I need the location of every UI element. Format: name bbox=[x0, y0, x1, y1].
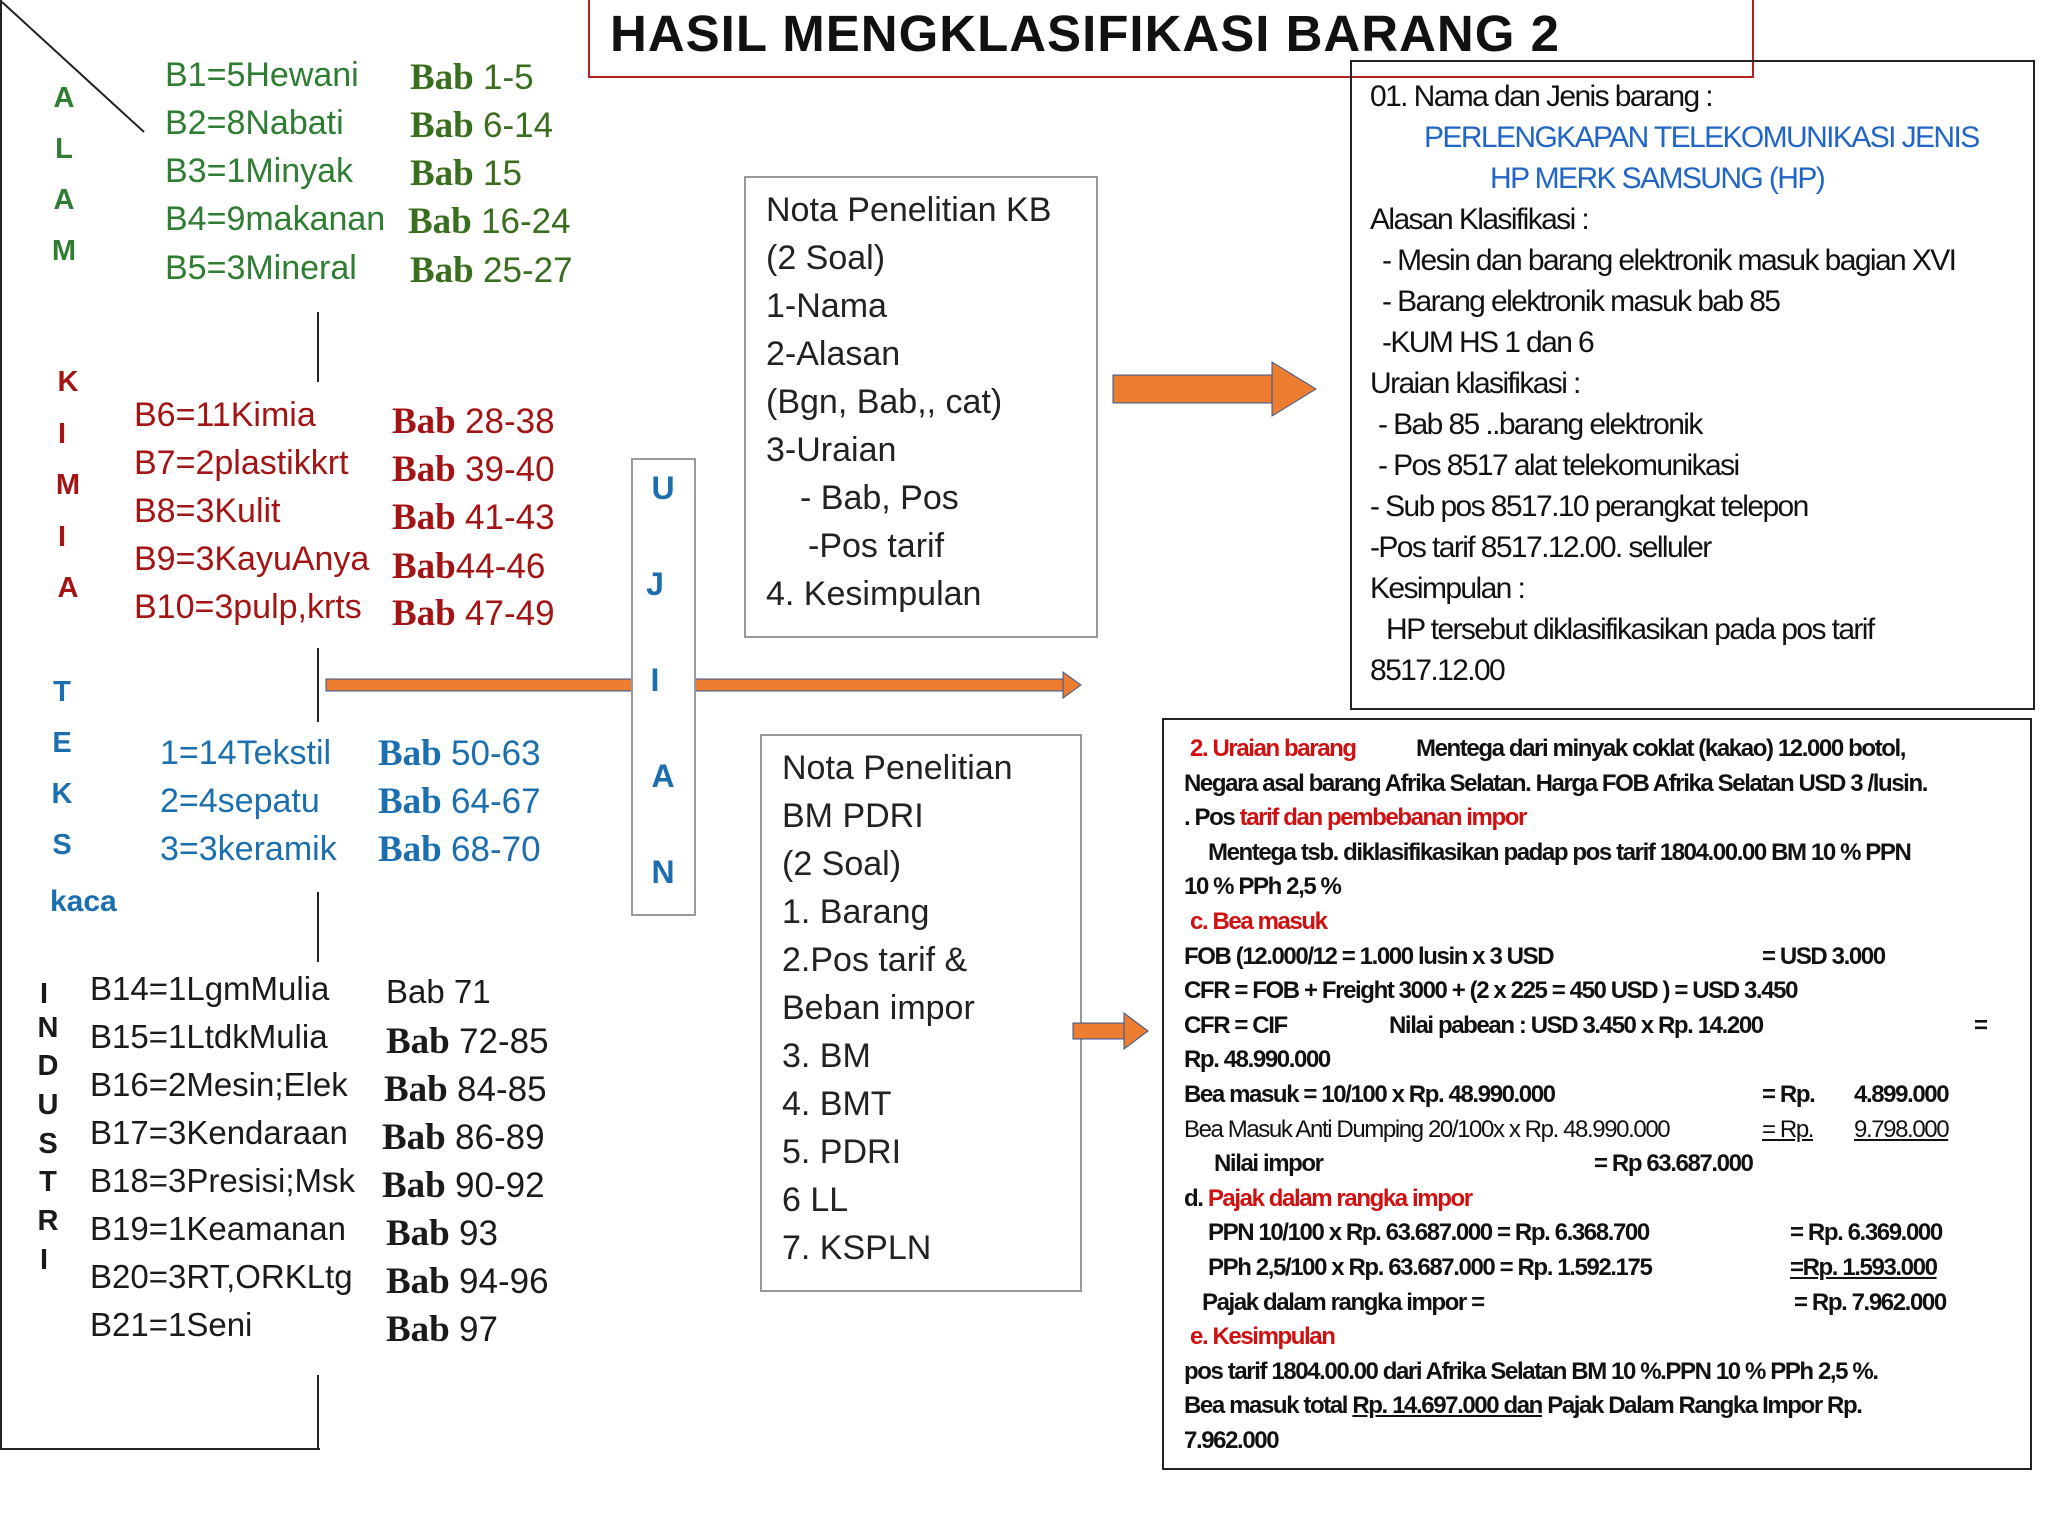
ujian-letter: I bbox=[650, 662, 660, 698]
page-title: HASIL MENGKLASIFIKASI BARANG 2 bbox=[610, 5, 1560, 62]
nota-bm-line: BM PDRI bbox=[782, 797, 924, 835]
nota-kb-line: 3-Uraian bbox=[766, 431, 897, 469]
res2-row: Rp. 48.990.000 bbox=[1184, 1046, 1330, 1074]
res2-row: Nilai impor = Rp 63.687.000 bbox=[1214, 1150, 1753, 1178]
nota-kb-line: 2-Alasan bbox=[766, 335, 901, 373]
separator-line-4 bbox=[317, 1375, 319, 1450]
res1-line: PERLENGKAPAN TELEKOMUNIKASI JENIS bbox=[1424, 121, 1979, 154]
nota-bm-line: (2 Soal) bbox=[782, 845, 902, 883]
industri-group-label: B16=2Mesin;Elek bbox=[90, 1066, 348, 1103]
res2-row: FOB (12.000/12 = 1.000 lusin x 3 USD = USD 3.000 bbox=[1184, 942, 1885, 970]
alam-group-label: B3=1Minyak bbox=[165, 152, 354, 190]
teks-bab: Bab 68-70 bbox=[378, 829, 541, 870]
alam-bab: Bab 15 bbox=[410, 153, 522, 194]
kimia-group-label: B7=2plastikkrt bbox=[134, 444, 349, 482]
nota-kb-line: (2 Soal) bbox=[766, 239, 886, 277]
kimia-letter: I bbox=[57, 521, 67, 553]
teks-bab: Bab 50-63 bbox=[378, 733, 541, 774]
alam-group-label: B5=3Mineral bbox=[165, 249, 357, 287]
teks-letter: K bbox=[51, 778, 73, 810]
res1-line: - Bab 85 ..barang elektronik bbox=[1378, 408, 1702, 441]
kimia-bab: Bab 47-49 bbox=[392, 593, 555, 634]
industri-bab: Bab 97 bbox=[386, 1309, 498, 1350]
industri-letter: T bbox=[39, 1166, 57, 1198]
res1-line: 01. Nama dan Jenis barang : bbox=[1370, 80, 1713, 113]
long-arrow bbox=[325, 668, 1085, 704]
separator-line-2 bbox=[317, 648, 319, 722]
industri-bab: Bab 71 bbox=[386, 973, 491, 1010]
result-classification-box bbox=[1350, 60, 2035, 710]
diagonal-line bbox=[0, 0, 150, 140]
industri-letter: U bbox=[37, 1089, 59, 1121]
kimia-letter: I bbox=[57, 418, 67, 450]
res2-row: e. Kesimpulan bbox=[1190, 1323, 1335, 1351]
alam-bab: Bab 1-5 bbox=[410, 57, 534, 98]
nota-kb-line: - Bab, Pos bbox=[800, 479, 959, 517]
res1-line: -KUM HS 1 dan 6 bbox=[1382, 326, 1594, 359]
industri-group-label: B18=3Presisi;Msk bbox=[90, 1162, 356, 1199]
res2-row: CFR = CIF Nilai pabean : USD 3.450 x Rp. 14.200 = bbox=[1184, 1011, 1987, 1039]
res2-row: Pajak dalam rangka impor = = Rp. 7.962.000 bbox=[1202, 1288, 1946, 1316]
teks-letter: S bbox=[52, 829, 72, 861]
res2-row: CFR = FOB + Freight 3000 + (2 x 225 = 450 USD ) = USD 3.450 bbox=[1184, 977, 1798, 1005]
industri-letter: D bbox=[37, 1050, 59, 1082]
res1-line: 8517.12.00 bbox=[1370, 654, 1505, 687]
bottom-border-line bbox=[0, 1448, 320, 1450]
kimia-letter: A bbox=[57, 572, 79, 604]
alam-letter: A bbox=[53, 82, 75, 114]
nota-kb-line: 4. Kesimpulan bbox=[766, 575, 982, 613]
industri-group-label: B17=3Kendaraan bbox=[90, 1114, 348, 1151]
ujian-letter: A bbox=[651, 758, 675, 794]
teks-group-label: 2=4sepatu bbox=[160, 782, 320, 820]
ujian-letter: N bbox=[651, 854, 675, 890]
res2-row: c. Bea masuk bbox=[1190, 907, 1327, 935]
industri-group-label: B21=1Seni bbox=[90, 1306, 253, 1343]
res1-line: - Barang elektronik masuk bab 85 bbox=[1382, 285, 1780, 318]
res1-line: - Sub pos 8517.10 perangkat telepon bbox=[1370, 490, 1808, 523]
res2-row: Bea Masuk Anti Dumping 20/100x x Rp. 48.990.000 = Rp. 9.798.000 bbox=[1184, 1115, 1949, 1143]
kimia-bab: Bab 41-43 bbox=[392, 497, 555, 538]
teks-bab: Bab 64-67 bbox=[378, 781, 541, 822]
nota-bm-line: Beban impor bbox=[782, 989, 975, 1027]
alam-group-label: B1=5Hewani bbox=[165, 56, 359, 94]
res1-line: -Pos tarif 8517.12.00. selluler bbox=[1370, 531, 1711, 564]
industri-group-label: B20=3RT,ORKLtg bbox=[90, 1258, 353, 1295]
nota-kb-line: (Bgn, Bab,, cat) bbox=[766, 383, 1003, 421]
kimia-letter: M bbox=[55, 469, 81, 501]
alam-bab: Bab 16-24 bbox=[408, 201, 571, 242]
industri-group-label: B19=1Keamanan bbox=[90, 1210, 346, 1247]
res2-row: 10 % PPh 2,5 % bbox=[1184, 873, 1341, 901]
ujian-letter: J bbox=[646, 566, 664, 602]
alam-group-label: B4=9makanan bbox=[165, 200, 386, 238]
nota-kb-line: 1-Nama bbox=[766, 287, 887, 325]
nota-bm-line: 3. BM bbox=[782, 1037, 871, 1075]
res2-row: Negara asal barang Afrika Selatan. Harga FOB Afrika Selatan USD 3 /lusin. bbox=[1184, 769, 1927, 797]
alam-group-label: B2=8Nabati bbox=[165, 104, 344, 142]
res2-row: 7.962.000 bbox=[1184, 1426, 1279, 1454]
nota-bm-box bbox=[760, 734, 1082, 1292]
teks-letter: T bbox=[53, 676, 71, 708]
industri-bab: Bab 72-85 bbox=[386, 1021, 549, 1062]
res1-line: Uraian klasifikasi : bbox=[1370, 367, 1580, 400]
kaca-label: kaca bbox=[50, 885, 117, 918]
nota-bm-line: 4. BMT bbox=[782, 1085, 892, 1123]
res2-row: PPh 2,5/100 x Rp. 63.687.000 = Rp. 1.592.175 =Rp. 1.593.000 bbox=[1208, 1253, 1937, 1281]
teks-letter: E bbox=[52, 727, 72, 759]
separator-line-3 bbox=[317, 892, 319, 962]
kimia-bab: Bab44-46 bbox=[392, 546, 546, 587]
kimia-group-label: B6=11Kimia bbox=[134, 396, 316, 434]
industri-bab: Bab 84-85 bbox=[384, 1069, 547, 1110]
industri-bab: Bab 86-89 bbox=[382, 1117, 545, 1158]
industri-letter: N bbox=[37, 1012, 59, 1044]
kimia-bab: Bab 39-40 bbox=[392, 449, 555, 490]
res1-line: Kesimpulan : bbox=[1370, 572, 1525, 605]
kimia-bab: Bab 28-38 bbox=[392, 401, 555, 442]
industri-letter: I bbox=[39, 1244, 49, 1276]
industri-letter: R bbox=[37, 1205, 59, 1237]
industri-bab: Bab 94-96 bbox=[386, 1261, 549, 1302]
nota-kb-line: -Pos tarif bbox=[808, 527, 945, 565]
alam-bab: Bab 6-14 bbox=[410, 105, 554, 146]
res1-line: HP tersebut diklasifikasikan pada pos tarif bbox=[1386, 613, 1874, 646]
res1-line: HP MERK SAMSUNG (HP) bbox=[1490, 162, 1825, 195]
teks-group-label: 3=3keramik bbox=[160, 830, 337, 868]
arrow-to-result2 bbox=[1072, 1010, 1152, 1054]
nota-bm-line: 7. KSPLN bbox=[782, 1229, 932, 1267]
left-border-line bbox=[0, 0, 2, 1450]
teks-group-label: 1=14Tekstil bbox=[160, 734, 332, 772]
industri-group-label: B14=1LgmMulia bbox=[90, 970, 330, 1007]
nota-bm-line: 6 LL bbox=[782, 1181, 849, 1219]
industri-letter: S bbox=[38, 1128, 58, 1160]
nota-kb-box bbox=[744, 176, 1098, 638]
res2-row: Bea masuk total Rp. 14.697.000 dan Pajak Dalam Rangka Impor Rp. bbox=[1184, 1392, 1862, 1420]
ujian-letter: U bbox=[651, 470, 675, 506]
kimia-group-label: B8=3Kulit bbox=[134, 492, 281, 530]
res1-line: - Pos 8517 alat telekomunikasi bbox=[1378, 449, 1739, 482]
alam-bab: Bab 25-27 bbox=[410, 250, 573, 291]
res2-row: PPN 10/100 x Rp. 63.687.000 = Rp. 6.368.700 = Rp. 6.369.000 bbox=[1208, 1219, 1942, 1247]
alam-letter: M bbox=[51, 235, 77, 267]
alam-letter: L bbox=[55, 133, 73, 165]
kimia-group-label: B9=3KayuAnya bbox=[134, 540, 370, 578]
industri-letter: I bbox=[39, 978, 49, 1010]
res1-line: Alasan Klasifikasi : bbox=[1370, 203, 1589, 236]
arrow-to-result1 bbox=[1112, 360, 1322, 420]
nota-bm-line: 2.Pos tarif & bbox=[782, 941, 968, 979]
nota-kb-line: Nota Penelitian KB bbox=[766, 191, 1052, 229]
alam-letter: A bbox=[53, 184, 75, 216]
nota-bm-line: 1. Barang bbox=[782, 893, 930, 931]
res2-row: pos tarif 1804.00.00 dari Afrika Selatan BM 10 %.PPN 10 % PPh 2,5 %. bbox=[1184, 1357, 1878, 1385]
res2-row: Bea masuk = 10/100 x Rp. 48.990.000 = Rp. 4.899.000 bbox=[1184, 1080, 1949, 1108]
res2-row: d. Pajak dalam rangka impor bbox=[1184, 1184, 1472, 1212]
res2-row: 2. Uraian barang Mentega dari minyak coklat (kakao) 12.000 botol, bbox=[1190, 735, 1905, 762]
industri-bab: Bab 93 bbox=[386, 1213, 498, 1254]
res1-line: - Mesin dan barang elektronik masuk bagian XVI bbox=[1382, 244, 1956, 277]
nota-bm-line: 5. PDRI bbox=[782, 1133, 902, 1171]
result-import-duty-box bbox=[1162, 718, 2032, 1470]
industri-bab: Bab 90-92 bbox=[382, 1165, 545, 1206]
res2-row: Mentega tsb. diklasifikasikan padap pos tarif 1804.00.00 BM 10 % PPN bbox=[1208, 838, 1911, 866]
res2-row: . Pos tarif dan pembebanan impor bbox=[1184, 804, 1526, 832]
separator-line-1 bbox=[317, 312, 319, 382]
nota-bm-line: Nota Penelitian bbox=[782, 749, 1013, 787]
kimia-letter: K bbox=[57, 366, 79, 398]
industri-group-label: B15=1LtdkMulia bbox=[90, 1018, 328, 1055]
kimia-group-label: B10=3pulp,krts bbox=[134, 588, 362, 626]
